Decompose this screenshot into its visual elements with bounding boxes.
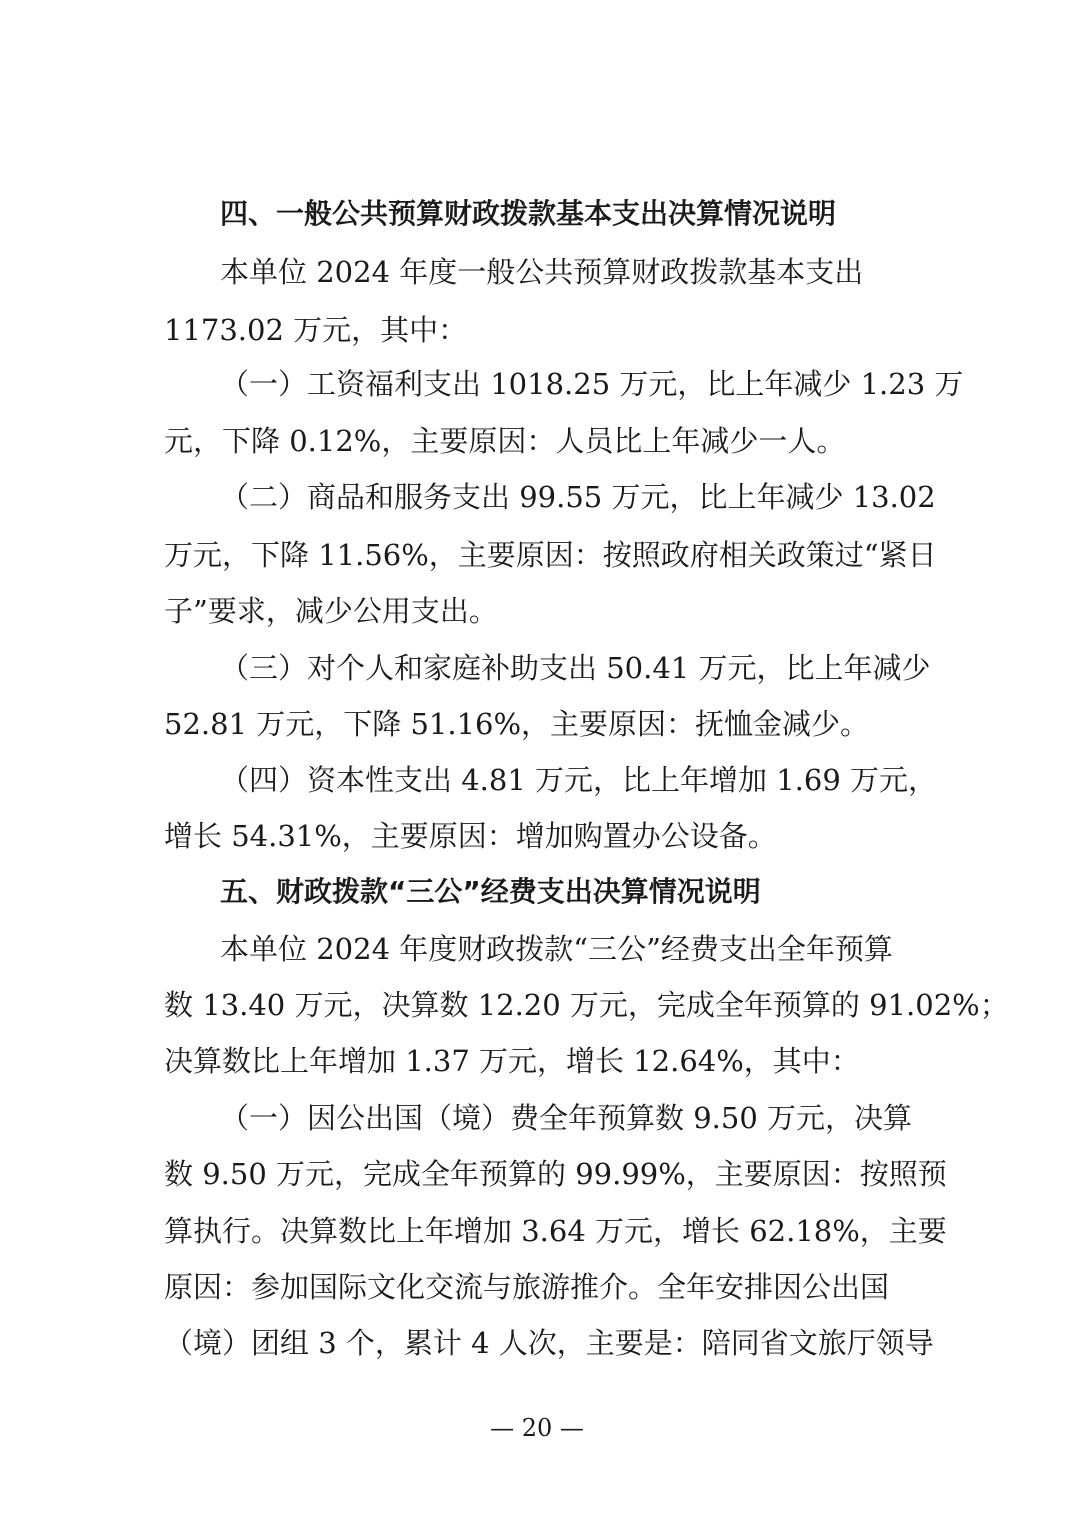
- section-4-intro-line-2: 1173.02 万元，其中：: [164, 313, 468, 347]
- section-5-intro-line-1: 本单位 2024 年度财政拨款“三公”经费支出全年预算: [220, 932, 893, 966]
- section-4-item-1-line-2: 元，下降 0.12%，主要原因：人员比上年减少一人。: [164, 424, 846, 458]
- section-5-intro-line-2: 数 13.40 万元，决算数 12.20 万元，完成全年预算的 91.02%；: [164, 988, 1009, 1022]
- section-5-item-1-line-2: 数 9.50 万元，完成全年预算的 99.99%，主要原因：按照预: [164, 1157, 947, 1191]
- section-4-item-2-line-2: 万元，下降 11.56%，主要原因：按照政府相关政策过“紧日: [164, 538, 937, 572]
- section-4-heading: 四、一般公共预算财政拨款基本支出决算情况说明: [220, 197, 837, 230]
- section-5-item-1-line-5: （境）团组 3 个，累计 4 人次，主要是：陪同省文旅厅领导: [164, 1326, 934, 1360]
- section-4-item-3-line-1: （三）对个人和家庭补助支出 50.41 万元，比上年减少: [220, 651, 931, 685]
- section-4-intro-line-1: 本单位 2024 年度一般公共预算财政拨款基本支出: [220, 255, 864, 289]
- section-4-item-1-line-1: （一）工资福利支出 1018.25 万元，比上年减少 1.23 万: [220, 367, 964, 401]
- section-4-item-4-line-2: 增长 54.31%，主要原因：增加购置办公设备。: [164, 819, 777, 853]
- section-4-item-2-line-3: 子”要求，减少公用支出。: [164, 594, 498, 628]
- section-4-item-3-line-2: 52.81 万元，下降 51.16%，主要原因：抚恤金减少。: [164, 707, 870, 741]
- section-4-item-4-line-1: （四）资本性支出 4.81 万元，比上年增加 1.69 万元，: [220, 763, 938, 797]
- section-5-item-1-line-1: （一）因公出国（境）费全年预算数 9.50 万元，决算: [220, 1101, 913, 1135]
- section-5-heading: 五、财政拨款“三公”经费支出决算情况说明: [220, 875, 761, 908]
- section-5-item-1-line-4: 原因：参加国际文化交流与旅游推介。全年安排因公出国: [164, 1270, 890, 1304]
- section-5-intro-line-3: 决算数比上年增加 1.37 万元，增长 12.64%，其中：: [164, 1044, 860, 1078]
- section-4-item-2-line-1: （二）商品和服务支出 99.55 万元，比上年减少 13.02: [220, 480, 936, 514]
- section-5-item-1-line-3: 算执行。决算数比上年增加 3.64 万元，增长 62.18%，主要: [164, 1214, 947, 1248]
- page-number: — 20 —: [490, 1414, 584, 1442]
